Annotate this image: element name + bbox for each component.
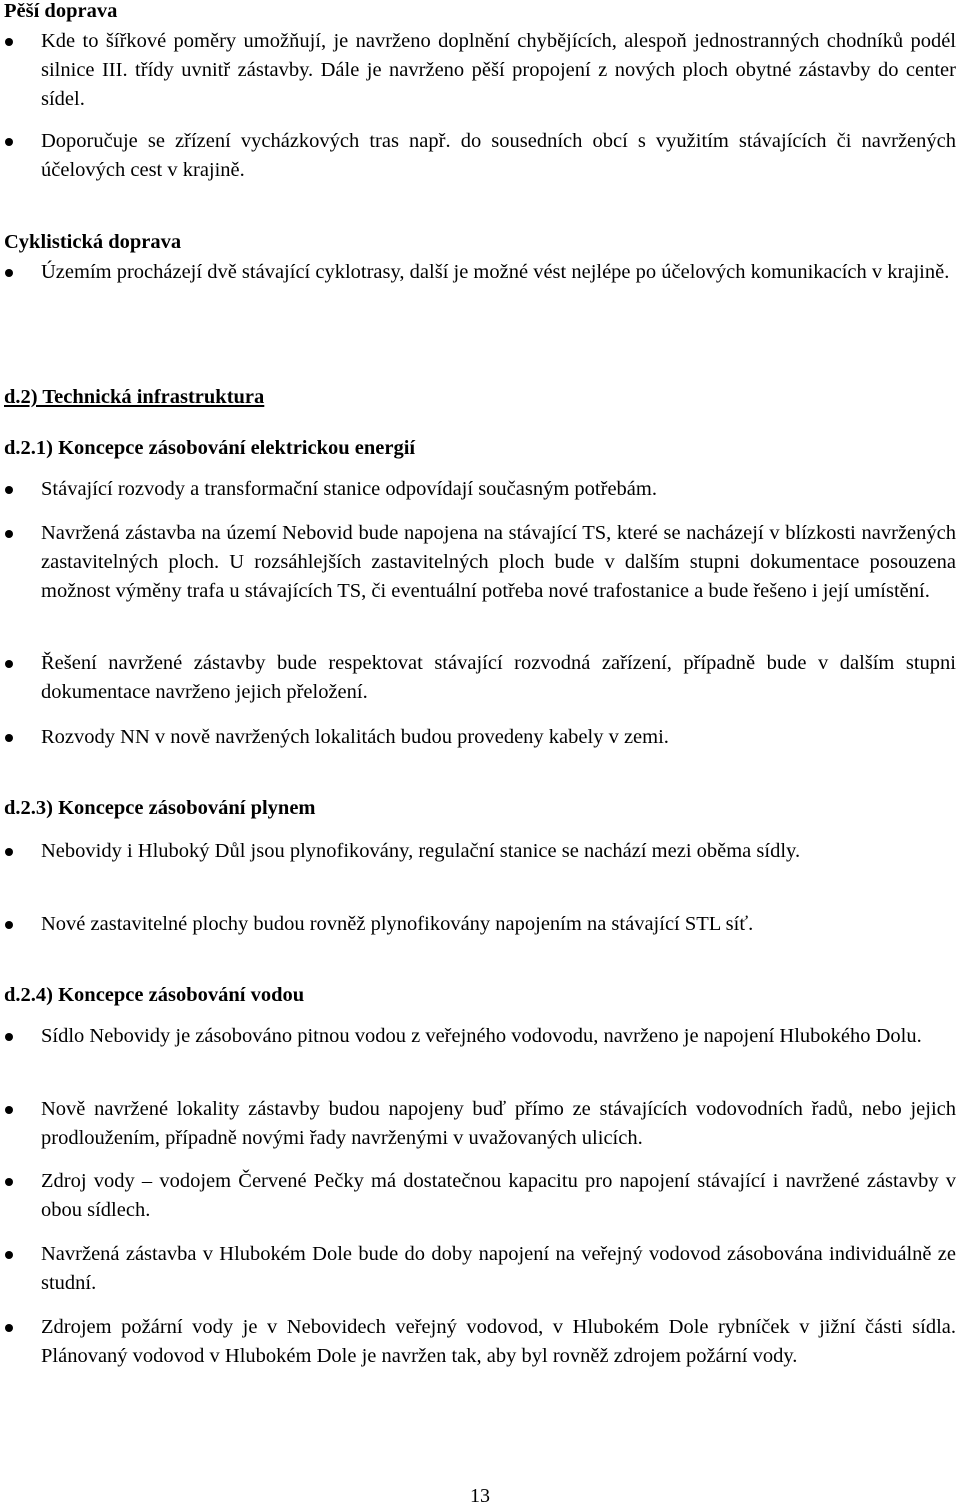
bullet-icon [5,921,13,929]
list-item: Řešení navržené zástavby bude respektovat stávající rozvodná zařízení, případně bude v dalším stupni dokumentace navrženo jejich přeložení. [0,649,956,707]
heading-technicka-infrastruktura: d.2) Technická infrastruktura [4,386,265,408]
bullet-icon [5,138,13,146]
list-item: Navržená zástavba na území Nebovid bude napojena na stávající TS, které se nacházejí v blízkosti navržených zastavitelných ploch. U rozsáhlejších zastavitelných ploch bude v dalším stupni dokumentace posouzena možnost výměny trafa u stávajících TS, či eventuální potřeba nové trafostanice a bude řešeno i její umístění. [0,519,956,606]
list-item: Nově navržené lokality zástavby budou napojeny buď přímo ze stávajících vodovodních řadů, nebo jejich prodloužením, případně novými řady navrženými v uvažovaných ulicích. [0,1095,956,1153]
bullet-icon [5,1251,13,1259]
heading-elektricka-energie: d.2.1) Koncepce zásobování elektrickou energií [4,437,416,459]
list-item: Rozvody NN v nově navržených lokalitách budou provedeny kabely v zemi. [0,723,956,752]
list-item: Navržená zástavba v Hlubokém Dole bude do doby napojení na veřejný vodovod zásobována individuálně ze studní. [0,1240,956,1298]
list-item: Doporučuje se zřízení vycházkových tras např. do sousedních obcí s využitím stávajících či navržených účelových cest v krajině. [0,127,956,185]
bullet-icon [5,1178,13,1186]
list-item: Nové zastavitelné plochy budou rovněž plynofikovány napojením na stávající STL síť. [0,910,956,939]
list-item: Zdroj vody – vodojem Červené Pečky má dostatečnou kapacitu pro napojení stávající i navržené zástavby v obou sídlech. [0,1167,956,1225]
list-item: Územím procházejí dvě stávající cyklotrasy, další je možné vést nejlépe po účelových komunikacích v krajině. [0,258,956,287]
bullet-icon [5,1106,13,1114]
heading-cyklisticka-doprava: Cyklistická doprava [4,231,182,253]
list-item: Nebovidy i Hluboký Důl jsou plynofikovány, regulační stanice se nachází mezi oběma sídly. [0,837,956,866]
page-number: 13 [470,1485,490,1507]
list-item: Kde to šířkové poměry umožňují, je navrženo doplnění chybějících, alespoň jednostranných chodníků podél silnice III. třídy uvnitř zástavby. Dále je navrženo pěší propojení z nových ploch obytné zástavby do center sídel. [0,27,956,114]
bullet-icon [5,486,13,494]
bullet-icon [5,848,13,856]
list-item: Sídlo Nebovidy je zásobováno pitnou vodou z veřejného vodovodu, navrženo je napojení Hlubokého Dolu. [0,1022,956,1051]
heading-voda: d.2.4) Koncepce zásobování vodou [4,984,305,1006]
bullet-icon [5,269,13,277]
bullet-icon [5,530,13,538]
heading-plyn: d.2.3) Koncepce zásobování plynem [4,797,316,819]
heading-pesi-doprava: Pěší doprava [4,0,118,22]
bullet-icon [5,660,13,668]
bullet-icon [5,1033,13,1041]
list-item: Stávající rozvody a transformační stanice odpovídají současným potřebám. [0,475,956,504]
bullet-icon [5,38,13,46]
bullet-icon [5,1324,13,1332]
list-item: Zdrojem požární vody je v Nebovidech veřejný vodovod, v Hlubokém Dole rybníček v jižní části sídla. Plánovaný vodovod v Hlubokém Dole je navržen tak, aby byl rovněž zdrojem požární vody. [0,1313,956,1371]
bullet-icon [5,734,13,742]
